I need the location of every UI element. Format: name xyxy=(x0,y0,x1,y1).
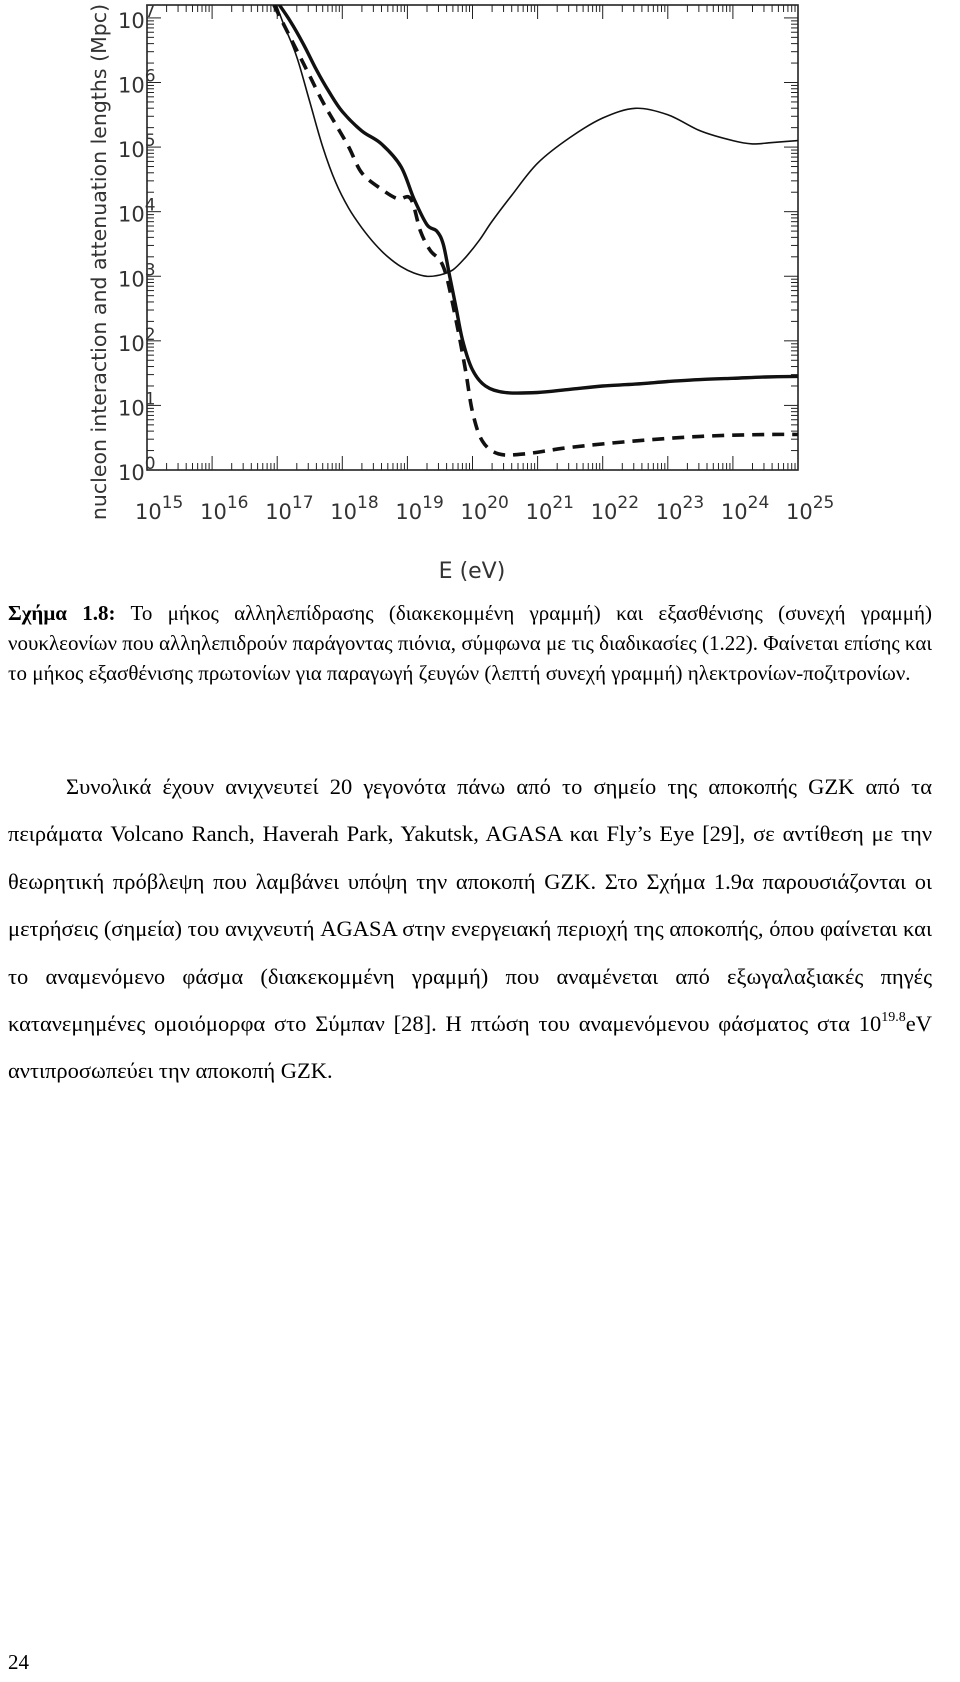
page-number: 24 xyxy=(8,1650,29,1674)
y-tick-label: $10^7$ xyxy=(118,1,156,33)
paragraph-text-end: eV αντιπροσωπεύει την αποκοπή GZK. xyxy=(8,1011,932,1084)
y-axis-label: nucleon interaction and attenuation lengths (Mpc) xyxy=(87,3,111,521)
y-tick-label: $10^1$ xyxy=(118,389,156,421)
y-tick-label: $10^5$ xyxy=(118,131,156,163)
pair-production-curve xyxy=(274,0,798,276)
caption-text: Το μήκος αλληλεπίδρασης (διακεκομμένη γραμμή) και εξασθένισης (συνεχή γραμμή) νουκλεονίων που αλληλεπιδρούν παράγοντας πιόνια, σύμφωνα με τις διαδικασίες (1.22). Φαίνεται επίσης και το μήκος εξασθένισης πρωτονίων για παραγωγή ζευγών (λεπτή συνεχή γραμμή) ηλεκτρονίων-ποζιτρονίων. xyxy=(8,601,932,685)
y-tick-label: $10^6$ xyxy=(118,66,156,98)
x-tick-label: $10^{17}$ xyxy=(265,493,314,524)
x-tick-label: $10^{20}$ xyxy=(460,493,509,524)
x-tick-label: $10^{19}$ xyxy=(395,493,444,524)
y-tick-label: $10^3$ xyxy=(118,260,156,292)
interaction-length-curve xyxy=(274,5,798,455)
x-tick-label: $10^{16}$ xyxy=(200,493,249,524)
paragraph-text: Συνολικά έχουν ανιχνευτεί 20 γεγονότα πάνω από το σημείο της αποκοπής GZK από τα πειράματα Volcano Ranch, Haverah Park, Yakutsk, AGASA και Fly’s Eye [29], σε αντίθεση με την θεωρητική πρόβλεψη που λαμβάνει υπόψη την αποκοπή GZK. Στο Σχήμα 1.9α παρουσιάζονται οι μετρήσεις (σημεία) του ανιχνευτή AGASA στην ενεργειακή περιοχή της αποκοπής, όπου φαίνεται και το αναμενόμενο φάσμα (διακεκομμένη γραμμή) που αναμένεται από εξωγαλαξιακές πηγές κατανεμημένες ομοιόμορφα στο Σύμπαν [28]. Η πτώση του αναμενόμενου φάσματος στα 10 xyxy=(8,774,932,1037)
caption-label: Σχήμα 1.8: xyxy=(8,601,116,625)
x-tick-label: $10^{21}$ xyxy=(525,493,574,524)
x-tick-label: $10^{15}$ xyxy=(135,493,184,524)
x-tick-label: $10^{22}$ xyxy=(590,493,640,524)
interaction-length-chart xyxy=(0,0,960,595)
x-axis-label: E (eV) xyxy=(438,559,506,584)
x-tick-label: $10^{25}$ xyxy=(786,493,835,524)
plot-frame xyxy=(147,5,798,470)
body-text xyxy=(8,763,932,1095)
paragraph xyxy=(8,763,932,1095)
attenuation-length-curve xyxy=(277,2,798,393)
x-tick-label: $10^{24}$ xyxy=(720,493,770,524)
x-tick-label: $10^{23}$ xyxy=(655,493,705,524)
x-tick-label: $10^{18}$ xyxy=(330,493,379,524)
figure-caption xyxy=(8,598,932,688)
energy-exponent: 19.8 xyxy=(881,1010,906,1026)
y-tick-label: $10^4$ xyxy=(118,195,156,227)
y-tick-label: $10^0$ xyxy=(118,454,156,485)
y-tick-label: $10^2$ xyxy=(118,324,156,356)
figure-1-8 xyxy=(0,0,960,595)
